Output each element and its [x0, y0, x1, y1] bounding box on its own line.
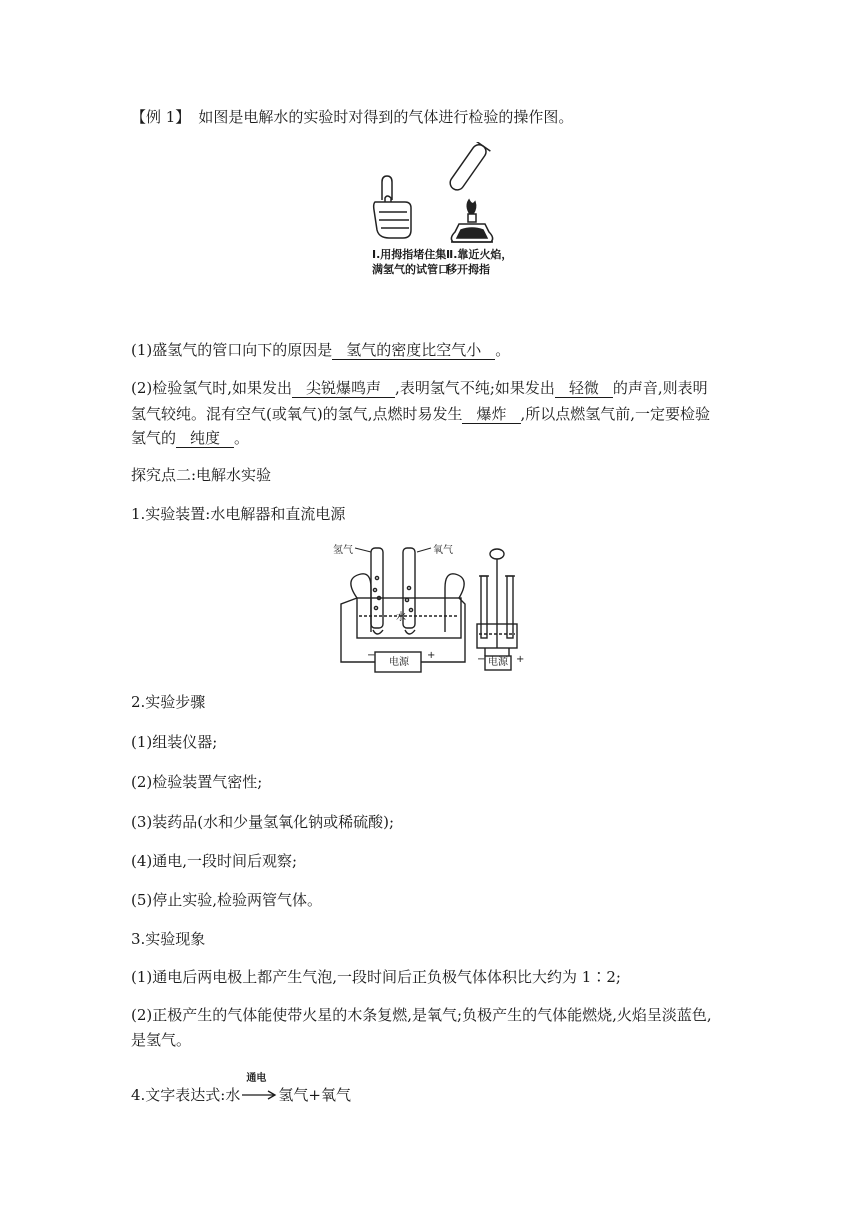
q2-text-3: 的声音,则表明 [612, 379, 708, 397]
step-4: (4)通电,一段时间后观察; [131, 852, 298, 870]
alcohol-lamp-icon [451, 200, 493, 242]
example-tag: 【例 1】 [131, 108, 191, 126]
q2-answer-2: 轻微 [555, 379, 613, 398]
label-oxygen: 氧气 [433, 545, 453, 556]
question-1 [131, 340, 510, 360]
equation-products: 氢气+氧气 [278, 1086, 351, 1104]
label-power-source-2: 电源 [488, 657, 508, 668]
figure1-caption-1 [372, 247, 449, 277]
figure1-caption-2-line1: Ⅱ.靠近火焰， [446, 248, 513, 261]
step-1: (1)组装仪器; [131, 733, 218, 751]
phenomenon-2-line-2: 是氢气。 [131, 1031, 192, 1049]
example-heading [131, 107, 573, 127]
q2-text-5: ,所以点燃氢气前,一定要检验 [520, 405, 711, 423]
figure1-caption-2 [446, 247, 512, 277]
thumb-hand-icon [374, 176, 411, 238]
hydrogen-test-figure [365, 142, 515, 257]
figure1-caption-2-line2: 移开拇指 [446, 263, 490, 276]
label-hydrogen: 氢气 [333, 545, 353, 556]
step-5: (5)停止实验,检验两管气体。 [131, 891, 323, 909]
q2-text-7: 。 [234, 429, 250, 447]
section-2-title: 探究点二:电解水实验 [131, 466, 272, 484]
step-2: (2)检验装置气密性; [131, 773, 263, 791]
question-2-line-1 [131, 378, 708, 398]
label-minus: − [367, 650, 376, 661]
label-plus-2: + [516, 654, 525, 665]
figure1-caption-1-line1: Ⅰ.用拇指堵住集 [372, 248, 447, 261]
q1-suffix: 。 [495, 341, 511, 359]
step-3: (3)装药品(水和少量氢氧化钠或稀硫酸); [131, 813, 395, 831]
q2-text-2: ,表明氢气不纯;如果发出 [395, 379, 555, 397]
q2-answer-1: 尖锐爆鸣声 [292, 379, 395, 398]
equation-prefix: 4.文字表达式:水 [131, 1086, 241, 1104]
q2-text-1: (2)检验氢气时,如果发出 [131, 379, 293, 397]
test-tube-icon [446, 142, 491, 194]
reaction-condition: 通电 [246, 1073, 267, 1084]
figure1-caption-1-line2: 满氢气的试管口 [372, 263, 449, 276]
question-2-line-2 [131, 404, 710, 424]
label-minus-2: − [477, 654, 486, 665]
question-2-line-3 [131, 428, 249, 448]
phenomenon-2-line-1: (2)正极产生的气体能使带火星的木条复燃,是氧气;负极产生的气体能燃烧,火焰呈淡蓝色, [131, 1006, 712, 1024]
q1-answer: 氢气的密度比空气小 [332, 341, 495, 360]
section-2-item-1: 1.实验装置:水电解器和直流电源 [131, 505, 346, 523]
q2-answer-3: 爆炸 [462, 405, 520, 424]
right-arrow-icon [240, 1085, 278, 1105]
steps-title: 2.实验步骤 [131, 693, 206, 711]
phenomena-title: 3.实验现象 [131, 930, 206, 948]
reaction-arrow [240, 1073, 278, 1105]
word-equation [131, 1073, 351, 1105]
phenomenon-1: (1)通电后两电极上都产生气泡,一段时间后正负极气体体积比大约为 1∶2; [131, 968, 621, 986]
example-text: 如图是电解水的实验时对得到的气体进行检验的操作图。 [198, 108, 574, 126]
q2-answer-4: 纯度 [176, 429, 234, 448]
label-power-source: 电源 [389, 657, 409, 668]
hofmann-apparatus-icon [477, 549, 517, 670]
q2-text-4: 氢气较纯。混有空气(或氧气)的氢气,点燃时易发生 [131, 405, 463, 423]
hydrogen-tube-icon [371, 548, 383, 634]
label-plus: + [427, 650, 436, 661]
q2-text-6: 氢气的 [131, 429, 177, 447]
q1-prefix: (1)盛氢气的管口向下的原因是 [131, 341, 333, 359]
label-water: 水 [396, 612, 406, 623]
